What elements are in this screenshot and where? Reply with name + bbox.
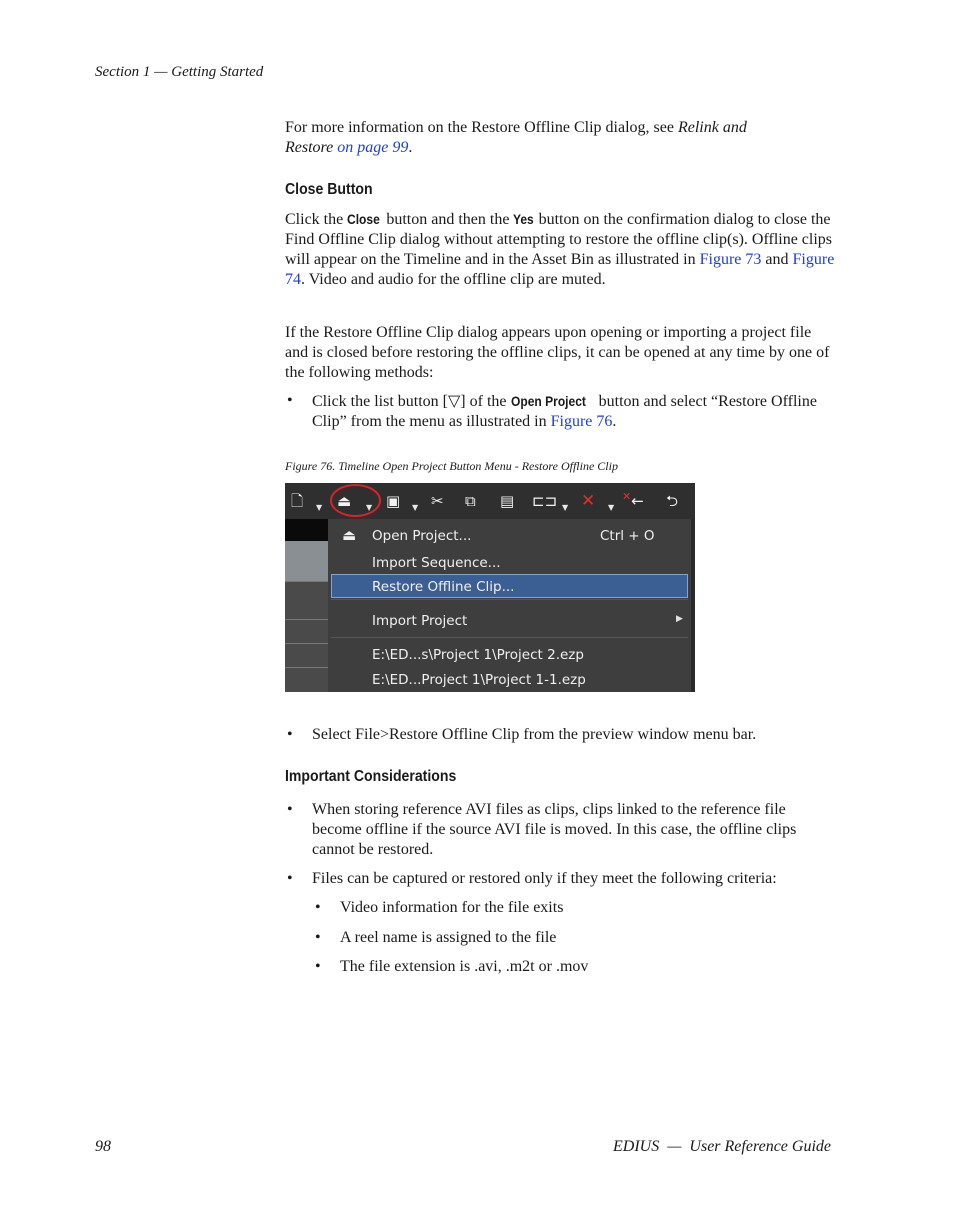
intro-ref: Relink and xyxy=(677,119,747,136)
new-file-icon[interactable]: 🗋 xyxy=(291,492,304,510)
menu-item-open-project[interactable]: Open Project... xyxy=(372,528,472,544)
divider xyxy=(285,643,328,644)
open-project-icon[interactable]: ⏏ xyxy=(337,492,352,510)
page-99-link[interactable]: on page 99 xyxy=(337,139,409,156)
timeline-ruler xyxy=(285,541,328,581)
chevron-down-icon[interactable]: ▼ xyxy=(366,503,373,512)
document-title: EDIUS — User Reference Guide xyxy=(612,1138,831,1155)
figure-76-link[interactable]: Figure 76 xyxy=(550,413,613,430)
text: button and select “Restore Offline Clip” from the menu as illustrated in xyxy=(312,393,817,430)
text: Click the xyxy=(285,211,348,228)
figure-caption: Figure 76. Timeline Open Project Button Menu - Restore Offline Clip xyxy=(285,459,618,473)
highlight-ellipse xyxy=(330,484,381,517)
submenu-arrow-icon: ▶ xyxy=(676,614,683,624)
cut-icon[interactable]: ✂ xyxy=(431,492,444,510)
menu-edge xyxy=(691,519,695,692)
bullet-text: Video information for the file exits xyxy=(340,899,564,916)
open-project-label: Open Project xyxy=(510,393,586,409)
divider xyxy=(285,667,328,668)
track-header xyxy=(285,519,328,541)
figure-73-link[interactable]: Figure 73 xyxy=(699,251,762,268)
bullet-dot: • xyxy=(315,899,321,916)
bullet-dot: • xyxy=(315,958,321,975)
figure-screenshot xyxy=(285,483,695,692)
figure-74-link[interactable]: Figure 74 xyxy=(285,251,835,288)
reopen-paragraph: If the Restore Offline Clip dialog appears upon opening or importing a project file and is closed before restoring the offline clips, it can be opened at any time by one of the following methods: xyxy=(285,324,830,381)
intro-period: . xyxy=(408,139,413,156)
delete-icon[interactable]: ✕ xyxy=(581,491,596,511)
section-header: Section 1 — Getting Started xyxy=(95,64,264,80)
open-project-dropdown-menu xyxy=(328,519,695,692)
bullet-dot: • xyxy=(287,726,293,743)
close-paragraph xyxy=(285,209,835,290)
close-label: Close xyxy=(347,211,381,227)
save-icon[interactable]: ▣ xyxy=(386,492,401,510)
timeline-track-panel xyxy=(285,519,328,692)
bullet-dot: • xyxy=(287,801,293,818)
bullet-dot: • xyxy=(287,392,293,409)
yes-label: Yes xyxy=(513,211,535,227)
open-project-icon: ⏏ xyxy=(342,526,357,544)
text: . Video and audio for the offline clip are muted. xyxy=(301,271,606,288)
menu-item-import-project[interactable]: Import Project xyxy=(372,613,468,629)
intro-paragraph xyxy=(285,118,835,158)
bullet-text: Files can be captured or restored only if they meet the following criteria: xyxy=(312,870,777,887)
undo-icon[interactable]: ⮌ xyxy=(666,492,679,510)
bullet-dot: • xyxy=(315,929,321,946)
divider xyxy=(285,619,328,620)
menu-item-import-sequence[interactable]: Import Sequence... xyxy=(372,555,501,571)
bullet-text: A reel name is assigned to the file xyxy=(340,929,557,946)
chevron-down-icon[interactable]: ▼ xyxy=(608,503,615,512)
intro-ref-2: Restore xyxy=(285,139,334,156)
bullet-dot: • xyxy=(287,870,293,887)
close-button-heading: Close Button xyxy=(285,181,373,198)
important-considerations-heading: Important Considerations xyxy=(285,768,457,785)
timeline-toolbar xyxy=(285,483,695,519)
copy-icon[interactable]: ⧉ xyxy=(465,492,476,510)
text: and xyxy=(761,251,793,268)
intro-text: For more information on the Restore Offline Clip dialog, see xyxy=(285,119,678,136)
text: button on the confirmation dialog to close the Find Offline Clip dialog without attempting to restore the offline clip(s). Offline clips will appear on the Timeline and in the Asset Bin as illustrated in xyxy=(285,211,833,268)
paste-icon[interactable]: ▤ xyxy=(500,492,515,510)
bullet-text xyxy=(312,391,832,432)
divider xyxy=(285,581,328,582)
bullet-text: The file extension is .avi, .m2t or .mov xyxy=(340,958,589,975)
menu-item-recent-project-1[interactable]: E:\ED...s\Project 1\Project 2.ezp xyxy=(372,647,584,663)
menu-item-recent-project-2[interactable]: E:\ED...Project 1\Project 1-1.ezp xyxy=(372,672,586,688)
text: Click the list button [▽] of the xyxy=(312,393,511,410)
bullet-text: When storing reference AVI files as clips, clips linked to the reference file become offline if the source AVI file is moved. In this case, the offline clips cannot be restored. xyxy=(312,801,797,858)
bullet-text: Select File>Restore Offline Clip from the preview window menu bar. xyxy=(312,726,757,743)
insert-mode-icon[interactable]: ⊏⊐ xyxy=(532,492,558,510)
text: button and then the xyxy=(382,211,514,228)
ripple-delete-icon[interactable]: ✕← xyxy=(622,490,644,510)
chevron-down-icon[interactable]: ▼ xyxy=(316,503,323,512)
page-number: 98 xyxy=(95,1138,111,1155)
menu-shortcut: Ctrl + O xyxy=(600,528,655,544)
text: . xyxy=(612,413,617,430)
menu-item-restore-offline-clip[interactable]: Restore Offline Clip... xyxy=(372,579,515,595)
chevron-down-icon[interactable]: ▼ xyxy=(412,503,419,512)
chevron-down-icon[interactable]: ▼ xyxy=(562,503,569,512)
